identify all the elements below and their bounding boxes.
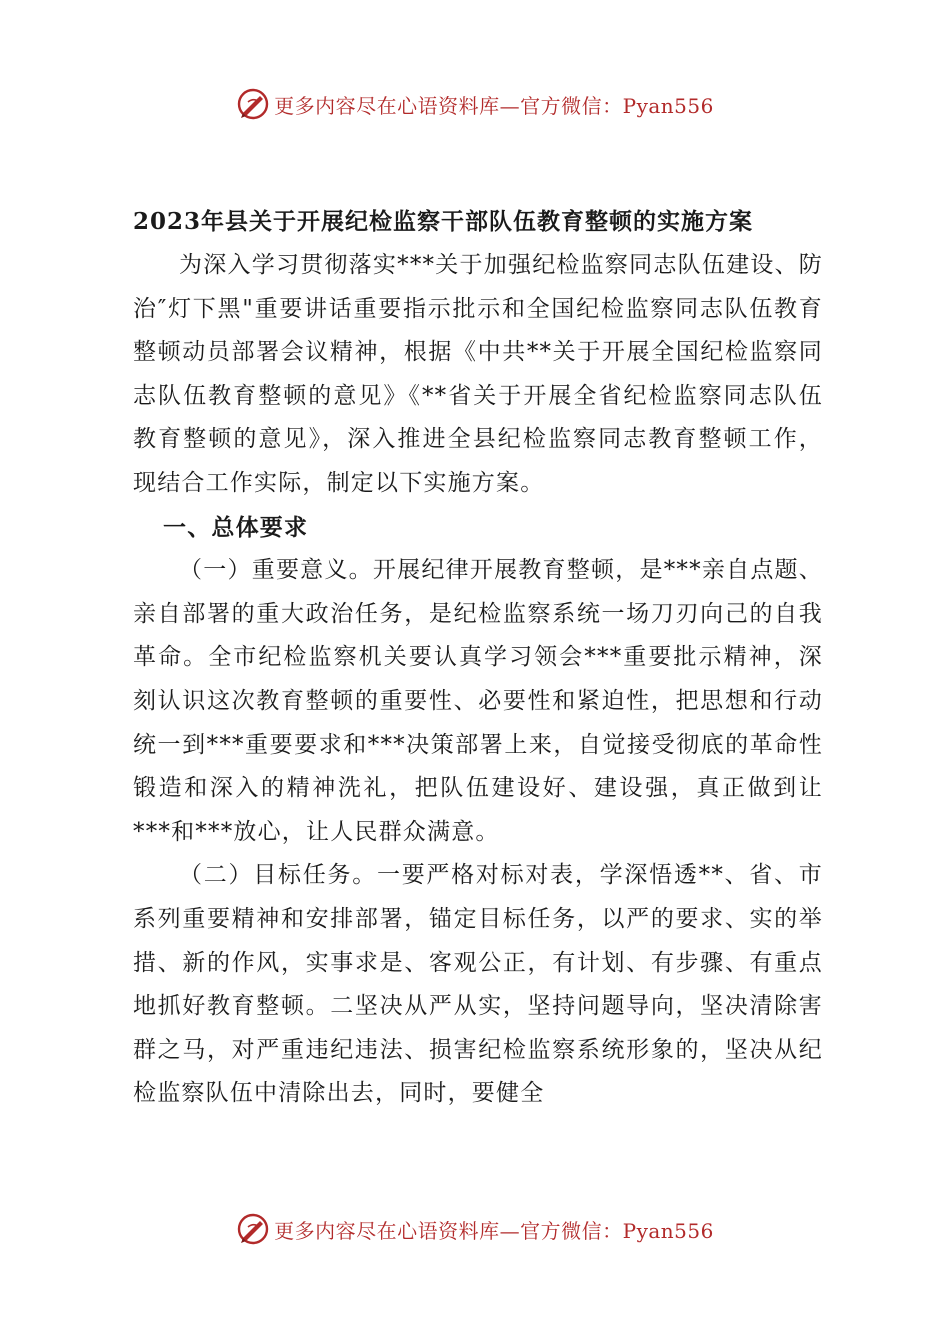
watermark-banner-bottom bbox=[0, 1209, 950, 1249]
section-heading-1: 一、总体要求 bbox=[163, 513, 309, 541]
watermark-text: 更多内容尽在心语资料库—官方微信：Pyan556 bbox=[274, 1218, 714, 1243]
document-body bbox=[133, 200, 823, 1116]
document-title: 2023年县关于开展纪检监察干部队伍教育整顿的实施方案 bbox=[133, 208, 754, 235]
paragraph-significance: （一）重要意义。开展纪律开展教育整顿，是***亲自点题、亲自部署的重大政治任务，是纪检监察系统一场刀刃向己的自我革命。全市纪检监察机关要认真学习领会***重要批示精神，深刻认识这次教育整顿的重要性、必要性和紧迫性，把思想和行动统一到***重要要求和***决策部署上来，自觉接受彻底的革命性锻造和深入的精神洗礼，把队伍建设好、建设强，真正做到让***和***放心，让人民群众满意。 bbox=[133, 557, 823, 845]
intro-paragraph: 为深入学习贯彻落实***关于加强纪检监察同志队伍建设、防治″灯下黑"重要讲话重要指示批示和全国纪检监察同志队伍教育整顿动员部署会议精神，根据《中共**关于开展全国纪检监察同志队伍教育整顿的意见》《**省关于开展全省纪检监察同志队伍教育整顿的意见》，深入推进全县纪检监察同志教育整顿工作，现结合工作实际，制定以下实施方案。 bbox=[133, 252, 823, 496]
watermark-banner-top bbox=[0, 84, 950, 124]
paragraph-objectives: （二）目标任务。一要严格对标对表，学深悟透**、省、市系列重要精神和安排部署，锚定目标任务，以严的要求、实的举措、新的作风，实事求是、客观公正，有计划、有步骤、有重点地抓好教育整顿。二坚决从严从实，坚持问题导向，坚决清除害群之马，对严重违纪违法、损害纪检监察系统形象的，坚决从纪检监察队伍中清除出去，同时，要健全 bbox=[133, 862, 823, 1107]
pen-logo-icon bbox=[236, 1212, 270, 1246]
pen-logo-icon bbox=[236, 87, 270, 121]
watermark-text: 更多内容尽在心语资料库—官方微信：Pyan556 bbox=[274, 93, 714, 118]
